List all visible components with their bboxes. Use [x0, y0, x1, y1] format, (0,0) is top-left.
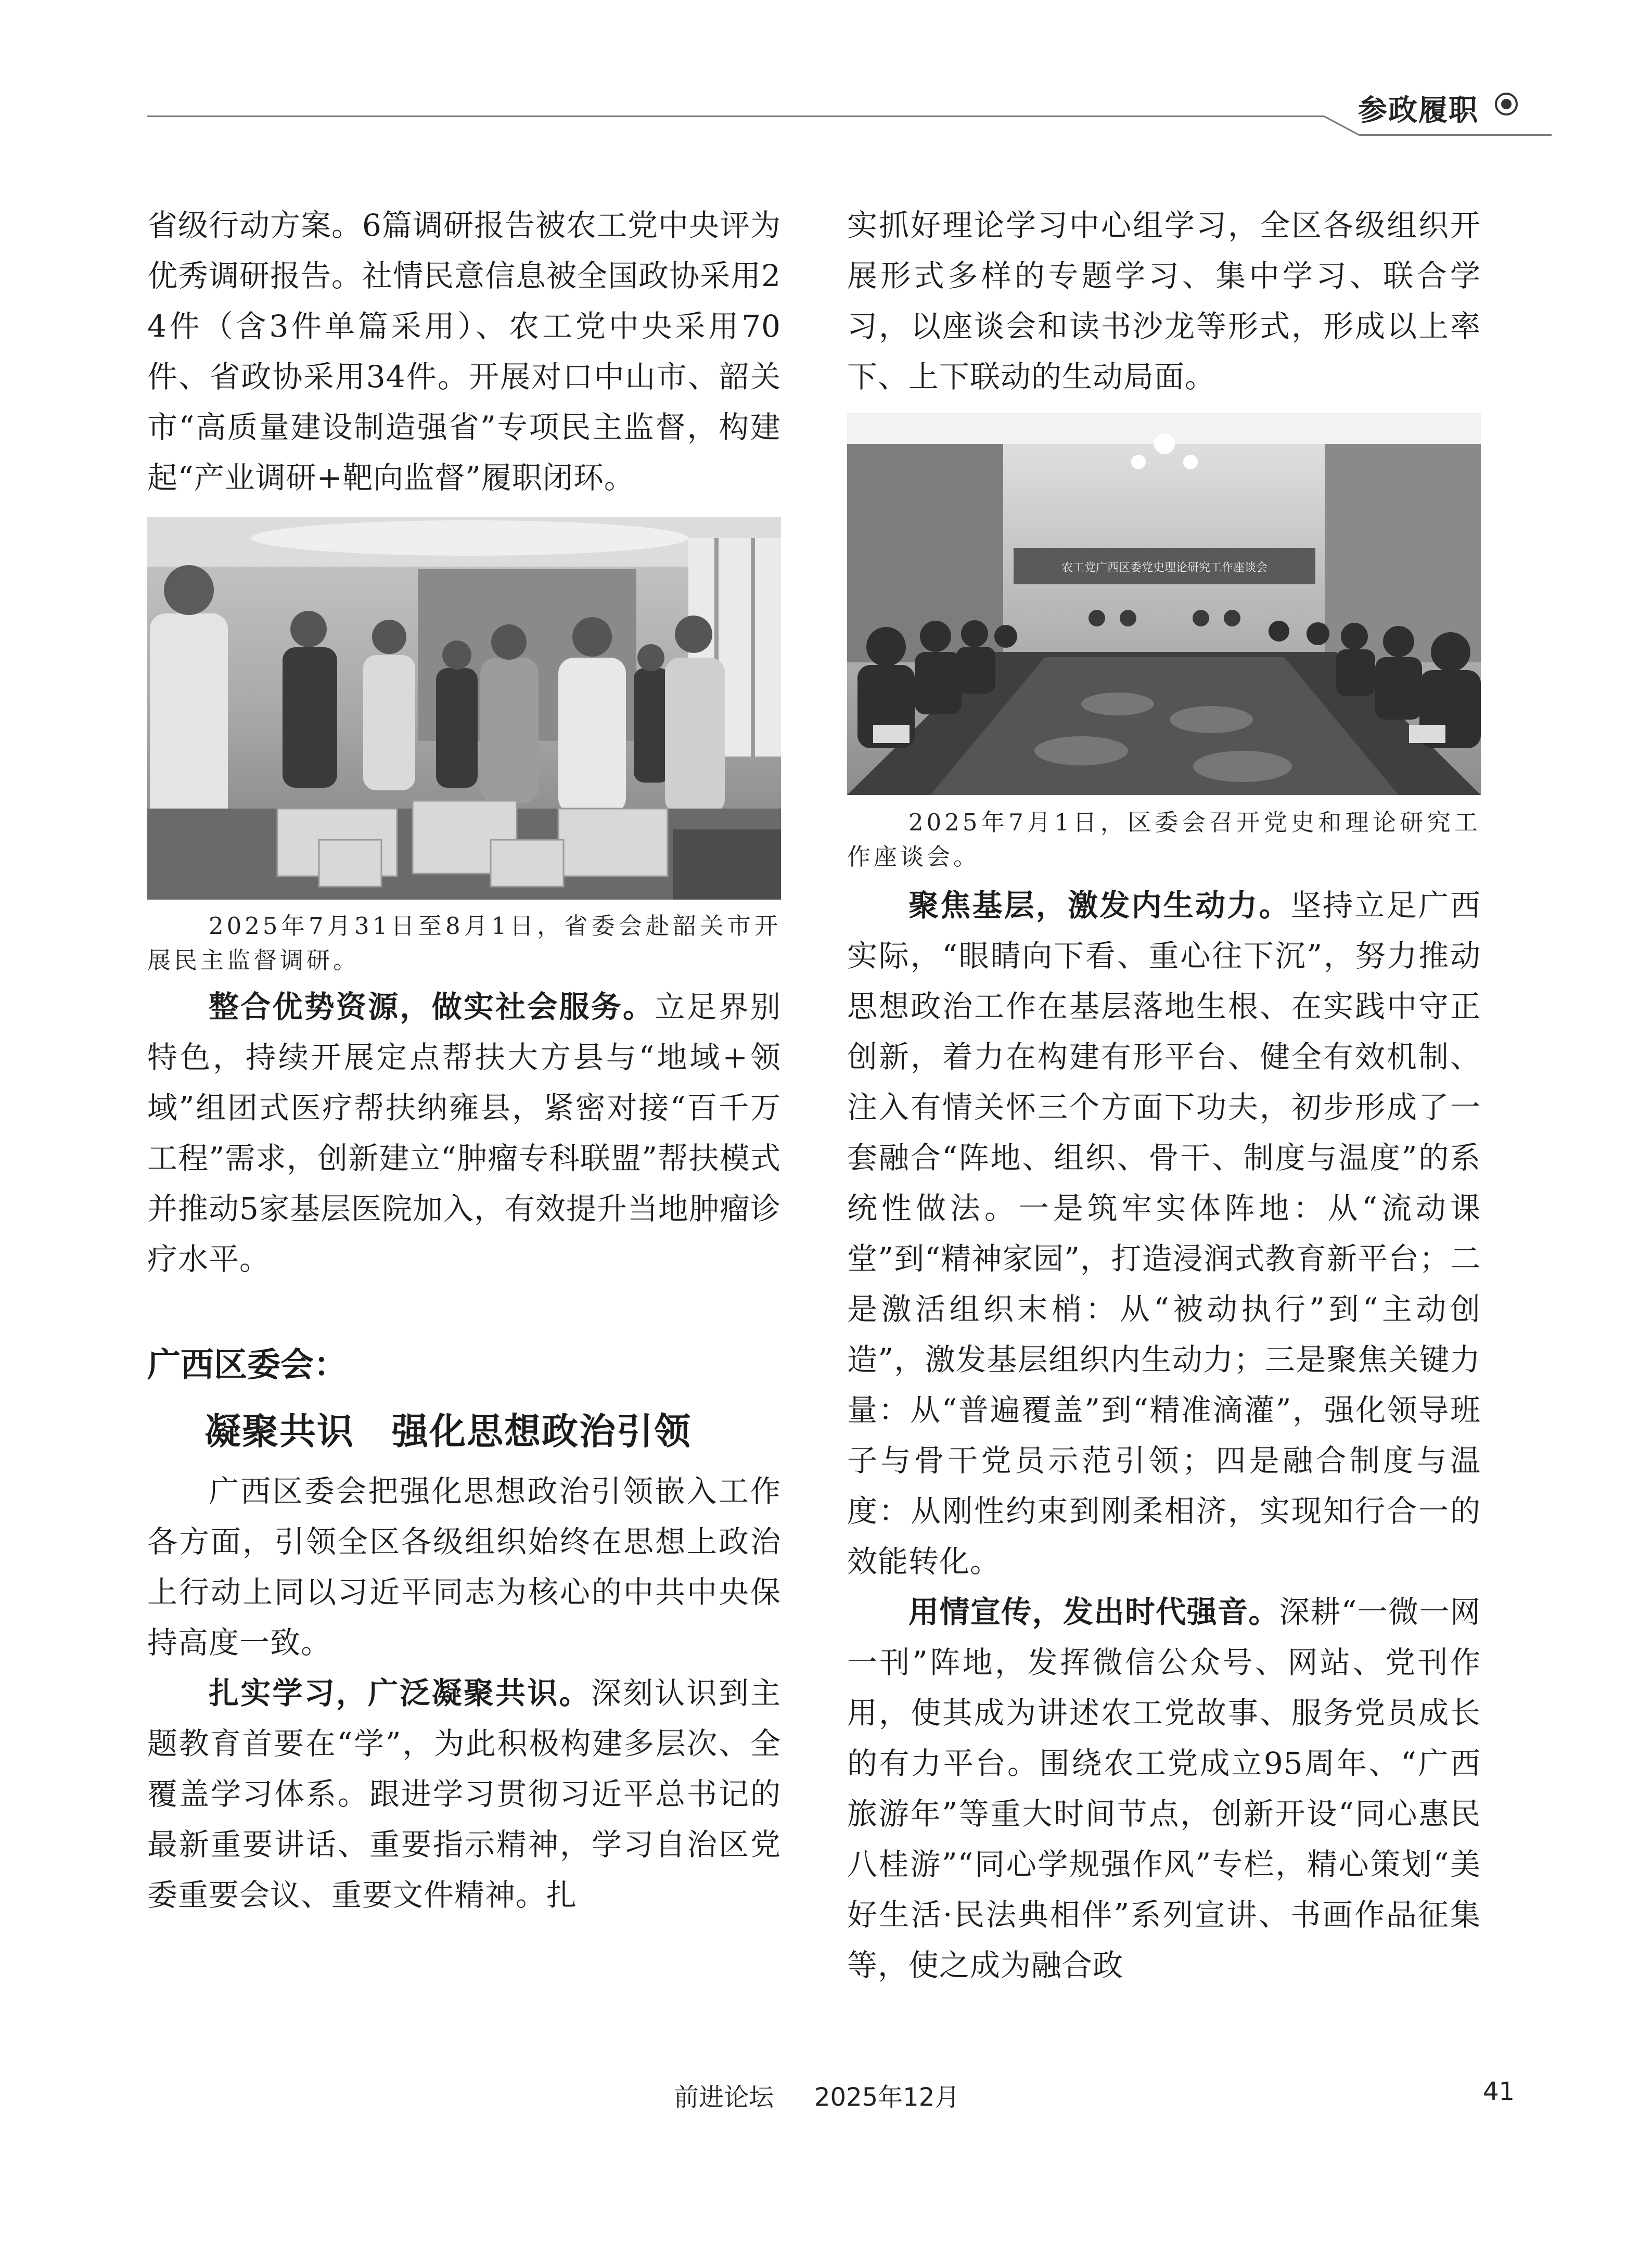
right-paragraph-3-body: 深耕“一微一网一刊”阵地，发挥微信公众号、网站、党刊作用，使其成为讲述农工党故事、服务党员成长的有力平台。围绕农工党成立95周年、“广西旅游年”等重大时间节点，创新开设“同心惠民八桂游”“同心学规强作风”专栏，精心策划“美好生活·民法典相伴”系列宣讲、书画作品征集等，使之成为融合政 [847, 1594, 1481, 1983]
header-rule-slant [1324, 116, 1360, 136]
footer-page-number: 41 [1483, 2077, 1515, 2106]
right-paragraph-2-lead: 聚焦基层，激发内生动力。 [908, 888, 1291, 923]
photo-symposium-caption: 2025年7月1日，区委会召开党史和理论研究工作座谈会。 [847, 809, 1481, 870]
photo-inspection-caption: 2025年7月31日至8月1日，省委会赴韶关市开展民主监督调研。 [147, 912, 781, 974]
left-paragraph-4-lead: 扎实学习，广泛凝聚共识。 [209, 1675, 591, 1711]
left-paragraph-4-body: 深刻认识到主题教育首要在“学”，为此积极构建多层次、全覆盖学习体系。跟进学习贯彻习近平总书记的最新重要讲话、重要指示精神，学习自治区党委重要会议、重要文件精神。扎 [147, 1675, 781, 1913]
left-paragraph-3: 广西区委会把强化思想政治引领嵌入工作各方面，引领全区各级组织始终在思想上政治上行动上同以习近平同志为核心的中共中央保持高度一致。 [147, 1474, 781, 1660]
left-paragraph-2 [147, 982, 781, 1285]
right-paragraph-3-lead: 用情宣传，发出时代强音。 [908, 1594, 1279, 1630]
header-rule-right [1359, 134, 1552, 136]
photo-inspection-visit-image [147, 517, 781, 900]
left-paragraph-1: 省级行动方案。6篇调研报告被农工党中央评为优秀调研报告。社情民意信息被全国政协采用24件（含3件单篇采用）、农工党中央采用70件、省政协采用34件。开展对口中山市、韶关市“高质量建设制造强省”专项民主监督，构建起“产业调研+靶向监督”履职闭环。 [147, 208, 781, 495]
left-paragraph-2-body: 立足界别特色，持续开展定点帮扶大方县与“地域+领域”组团式医疗帮扶纳雍县，紧密对接“百千万工程”需求，创新建立“肿瘤专科联盟”帮扶模式并推动5家基层医院加入，有效提升当地肿瘤诊疗水平。 [147, 989, 781, 1277]
left-paragraph-4 [147, 1668, 781, 1920]
right-paragraph-2 [847, 880, 1481, 1587]
section-title: 参政履职 [1358, 94, 1479, 127]
footer-issue: 2025年12月 [814, 2083, 960, 2112]
right-column [847, 200, 1481, 1991]
left-column [147, 200, 781, 1920]
left-paragraph-2-lead: 整合优势资源，做实社会服务。 [209, 989, 655, 1024]
header-rule [147, 116, 1324, 117]
footer-magazine: 前进论坛 [674, 2083, 774, 2112]
photo-symposium-banner: 农工党广西区委党史理论研究工作座谈会 [1061, 561, 1268, 574]
right-paragraph-3 [847, 1587, 1481, 1991]
region-heading: 广西区委会： [147, 1346, 347, 1385]
right-paragraph-2-body: 坚持立足广西实际，“眼睛向下看、重心往下沉”，努力推动思想政治工作在基层落地生根、在实践中守正创新，着力在构建有形平台、健全有效机制、注入有情关怀三个方面下功夫，初步形成了一套融合“阵地、组织、骨干、制度与温度”的系统性做法。一是筑牢实体阵地：从“流动课堂”到“精神家园”，打造浸润式教育新平台；二是激活组织末梢：从“被动执行”到“主动创造”，激发基层组织内生动力；三是聚焦关键力量：从“普遍覆盖”到“精准滴灌”，强化领导班子与骨干党员示范引领；四是融合制度与温度：从刚性约束到刚柔相济，实现知行合一的效能转化。 [847, 888, 1481, 1579]
photo-symposium-image [847, 413, 1481, 795]
photo-symposium [847, 413, 1481, 795]
photo-inspection-visit [147, 517, 781, 900]
target-circle-icon [1495, 93, 1518, 116]
right-paragraph-1: 实抓好理论学习中心组学习，全区各级组织开展形式多样的专题学习、集中学习、联合学习，以座谈会和读书沙龙等形式，形成以上率下、上下联动的生动局面。 [847, 208, 1481, 394]
sub-heading: 凝聚共识 强化思想政治引领 [204, 1410, 691, 1453]
